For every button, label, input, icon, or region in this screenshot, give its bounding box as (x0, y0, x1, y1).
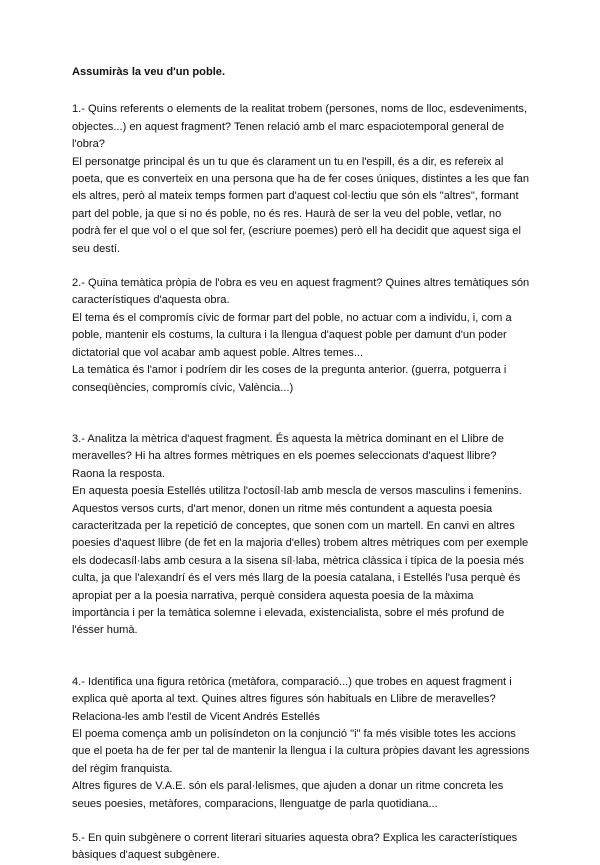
section-5 (72, 830, 530, 865)
question-3: 3.- Analitza la mètrica d'aquest fragment. És aquesta la mètrica dominant en el Llibre de meravelles? Hi ha altres formes mètriques en els poemes seleccionats d'aquest llibre? Raona la resposta. (72, 432, 504, 480)
section-4 (72, 674, 530, 813)
answer-4: El poema comença amb un polisíndeton on la conjunció "i" fa més visible totes les accions que el poeta ha de fer per tal de mantenir la llengua i la cultura pròpies davant les agressions del règim franquista. (72, 728, 530, 775)
question-2: 2.- Quina temàtica pròpia de l'obra es veu en aquest fragment? Quines altres temàtiques són característiques d'aquesta obra. (72, 277, 530, 307)
answer-1: El personatge principal és un tu que és clarament un tu en l'espill, és a dir, es refereix al poeta, que es converteix en una persona que ha de fer coses úniques, distintes a les que fan els altres, però al mateix temps formen part d'aquest col·lectiu que són els "altres", formant part del poble, ja que si no és poble, no és res. Haurà de ser la veu del poble, vetlar, no podrà fer el que vol o el que sol fer, (escriure poemes) però ell ha decidit que aquest siga el seu destí. (72, 155, 530, 255)
section-1 (72, 101, 530, 258)
section-2 (72, 275, 530, 397)
document-title: Assumiràs la veu d'un poble. (72, 66, 226, 78)
answer-2-extra: La temàtica és l'amor i podríem dir les coses de la pregunta anterior. (guerra, potguerra i conseqüències, compromís cívic, València...) (72, 364, 507, 394)
answer-2: El tema és el compromís cívic de formar part del poble, no actuar com a individu, i, com a poble, mantenir els costums, la cultura i la llengua d'aquest poble per damunt d'un poder dictatorial que vol acabar amb aquest poble. Altres temes... (72, 311, 512, 359)
section-3 (72, 431, 530, 640)
question-5: 5.- En quin subgènere o corrent literari situaries aquesta obra? Explica les característiques bàsiques d'aquest subgènere. (72, 832, 518, 862)
document-page (72, 64, 530, 865)
answer-3: En aquesta poesia Estellés utilitza l'octosíl·lab amb mescla de versos masculins i femenins. Aquestos versos curts, d'art menor, donen un ritme més contundent a aquesta poesia caracteritzada per la repetició de conceptes, que sonen com un martell. En canvi en altres poesies d'aquest llibre (de fet en la majoria d'elles) trobem altres mètriques com per exemple els dodecasíl·labs amb cesura a la sisena síl·laba, mètrica clàssica i típica de la poesia més culta, ja que l'alexandrí és el vers més llarg de la poesia catalana, i Estellés l'usa perquè és apropiat per a la poesia narrativa, perquè considera aquesta poesia de la màxima importància i per la temàtica solemne i elevada, existencialista, sobre el més profund de l'ésser humà. (72, 485, 529, 637)
question-4: 4.- Identifica una figura retòrica (metàfora, comparació...) que trobes en aquest fragment i explica què aporta al text. Quines altres figures són habituals en Llibre de meravelles? Relaciona-les amb l'estil de Vicent Andrés Estellés (72, 675, 512, 723)
question-1: 1.- Quins referents o elements de la realitat trobem (persones, noms de lloc, esdeveniments, objectes...) en aquest fragment? Tenen relació amb el marc espaciotemporal general de l'obra? (72, 103, 528, 151)
answer-4-extra: Altres figures de V.A.E. són els paral·lelismes, que ajuden a donar un ritme concreta les seues poesies, metàfores, comparacions, llenguatge de parla quotidiana... (72, 780, 504, 810)
